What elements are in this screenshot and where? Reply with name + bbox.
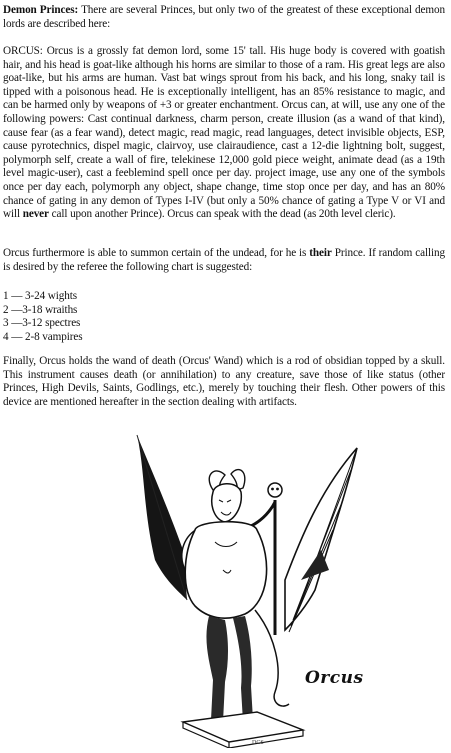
orcus-never-emphasis: never bbox=[22, 208, 49, 221]
orcus-description-paragraph bbox=[3, 45, 445, 222]
list-item: 2 —3-18 wraiths bbox=[3, 303, 78, 316]
list-item: 3 —3-12 spectres bbox=[3, 317, 81, 330]
illustration-caption: Orcus bbox=[305, 668, 364, 688]
intro-paragraph bbox=[3, 4, 445, 31]
right-leg bbox=[233, 616, 253, 722]
undead-chart-list bbox=[3, 290, 445, 344]
wand-paragraph bbox=[3, 355, 445, 409]
orcus-text-end: call upon another Prince). Orcus can speak with the dead (as 20th level cleric). bbox=[48, 208, 396, 221]
wand-skull bbox=[268, 483, 282, 497]
orcus-illustration bbox=[125, 430, 365, 748]
wand-text: Finally, Orcus holds the wand of death (Orcus' Wand) which is a rod of obsidian topped by a skull. This instrument causes death (or annihilation) to any creature, save those of like status (other Princes, High Devils, Saints, Godlings, etc.), merely by touching their flesh. Other powers of this device are mentioned hereafter in the section dealing with artifacts. bbox=[3, 355, 445, 408]
artist-signature: DCS bbox=[252, 740, 264, 746]
orcus-head bbox=[212, 484, 242, 522]
right-wing bbox=[285, 448, 357, 630]
orcus-body bbox=[185, 522, 266, 618]
pedestal bbox=[183, 712, 303, 742]
intro-text: There are several Princes, but only two of the greatest of these exceptional demon lords are described here: bbox=[3, 4, 445, 30]
left-leg bbox=[206, 616, 228, 722]
list-item: 4 — 2-8 vampires bbox=[3, 330, 83, 343]
undead-paragraph bbox=[3, 247, 445, 274]
undead-their-emphasis: their bbox=[309, 247, 332, 259]
undead-text-before: Orcus furthermore is able to summon certain of the undead, for he is bbox=[3, 247, 310, 259]
list-item: 1 — 3-24 wights bbox=[3, 290, 78, 302]
orcus-tail bbox=[255, 610, 289, 706]
undead-text-after: Prince. If random calling is desired by the referee the following chart is suggested: bbox=[3, 247, 445, 273]
intro-heading: Demon Princes: bbox=[3, 4, 79, 16]
orcus-text: ORCUS: Orcus is a grossly fat demon lord, some 15' tall. His huge body is covered with goatish hair, and his head is goat-like although his horns are similar to those of a ram. His great legs are also goat-like, but his arms are human. Vast bat wings sprout from his back, and his long, snaky tail is tipped with a poisonous head. He is exceptionally intelligent, has an 85% resistance to magic, and can be harmed only by weapons of +3 or greater enchantment. Orcus can, at will, use any one of the following powers: Cast continual darkness, charm person, create illusion (as a wand of that kind), cause fear (as a fear wand), detect magic, read magic, read languages, detect invisible objects, ESP, cause pyrotechnics, dispel magic, clairvoy, use clairaudience, cast a 12-die lightning bolt, suggest, polymorph self, create a wall of fire, telekinese 12,000 gold piece weight, animate dead (as a 19th level magic-user), cast a feeblemind spell once per day. project image, use any one of the symbols once per day each, polymorph any object, shape change, time stop once per day, and has an 80% chance of gating in any demon of Types I-IV (but only a 50% chance of gating a Type V or VI and will bbox=[3, 45, 445, 221]
